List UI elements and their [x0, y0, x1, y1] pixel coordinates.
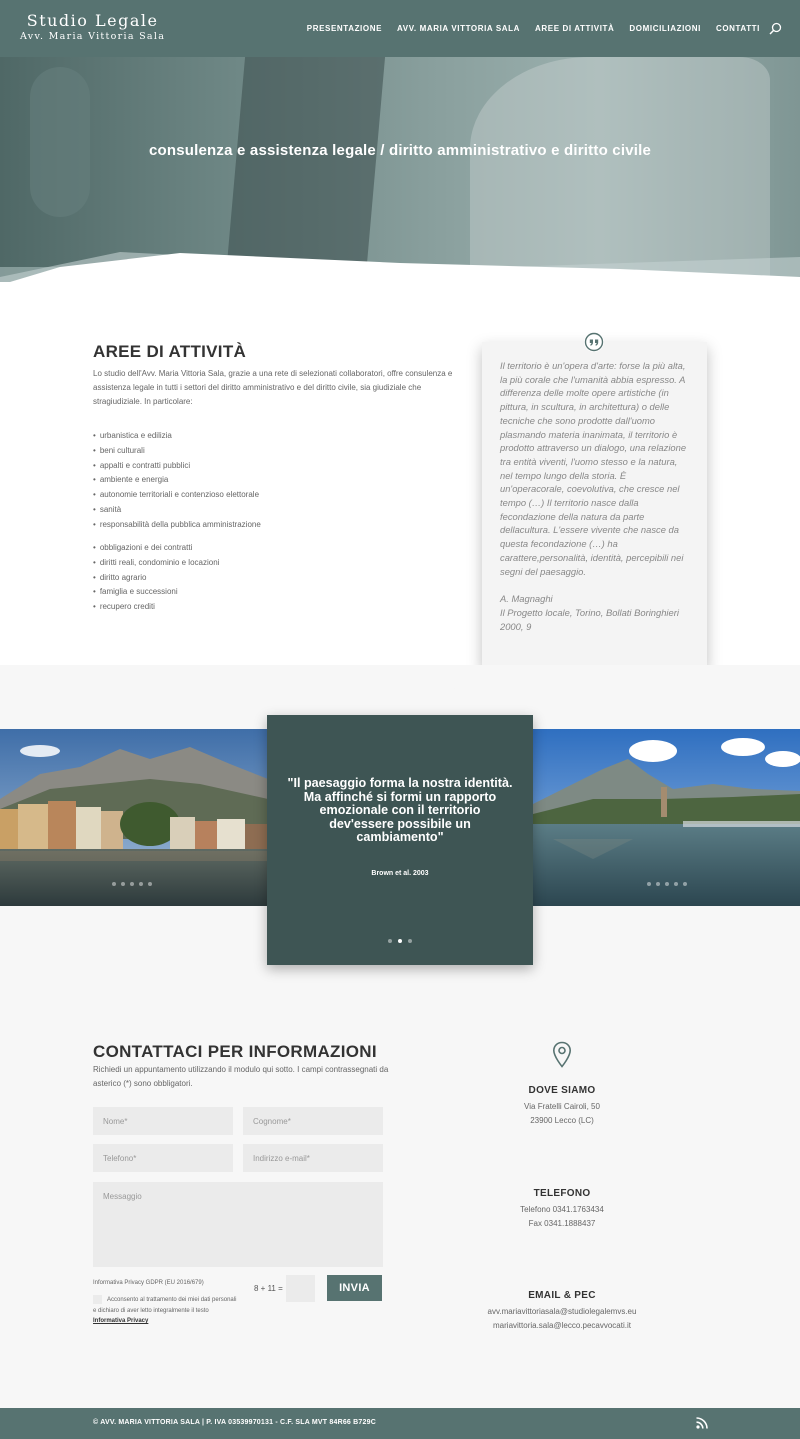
site-logo[interactable]: [20, 12, 165, 43]
pec-address[interactable]: mariavittoria.sala@lecco.pecavvocati.it: [493, 1321, 631, 1330]
email-address[interactable]: avv.mariavittoriasala@studiolegalemvs.eu: [487, 1307, 637, 1316]
nav-presentazione[interactable]: PRESENTAZIONE: [306, 24, 383, 33]
list-item: • appalti e contratti pubblici: [93, 459, 261, 474]
slider-dot-3[interactable]: [408, 939, 412, 943]
nav-contatti[interactable]: CONTATTI: [715, 24, 760, 33]
list-item: • diritto agrario: [93, 571, 219, 586]
name-field[interactable]: [93, 1107, 233, 1135]
message-field[interactable]: [93, 1182, 383, 1267]
list-item: • sanità: [93, 503, 261, 518]
photo-dot[interactable]: [656, 882, 660, 886]
info-address: [462, 1085, 662, 1128]
slider-dot-2[interactable]: [398, 939, 402, 943]
privacy-consent: Acconsento al trattamento dei miei dati personali e dichiaro di aver letto integralmente il testo: [93, 1297, 237, 1314]
testimonial-text: "Il paesaggio forma la nostra identità. Ma affinché si formi un rapporto emozionale con il territorio dev'essere possibile un cambiamento": [287, 776, 513, 844]
nav-domiciliazioni[interactable]: DOMICILIAZIONI: [629, 24, 701, 33]
photo-dot[interactable]: [121, 882, 125, 886]
site-footer: [0, 1408, 800, 1439]
photo-dot[interactable]: [674, 882, 678, 886]
photo-dot[interactable]: [130, 882, 134, 886]
activity-list-civil: [93, 541, 219, 615]
send-button[interactable]: INVIA: [327, 1275, 382, 1301]
surname-field[interactable]: [243, 1107, 383, 1135]
quote-author-name: A. Magnaghi: [500, 593, 553, 605]
list-item: • famiglia e successioni: [93, 585, 219, 600]
contact-intro: Richiedi un appuntamento utilizzando il modulo qui sotto. I campi contrassegnati da asterico (*) sono obbligatori.: [93, 1065, 389, 1088]
list-item: • beni culturali: [93, 444, 261, 459]
address-city: 23900 Lecco (LC): [530, 1116, 594, 1125]
hero-wave-divider: [0, 247, 800, 282]
photo-dot[interactable]: [665, 882, 669, 886]
privacy-label: Informativa Privacy GDPR (EU 2016/679): [93, 1280, 204, 1286]
photo-dots: [112, 882, 152, 886]
activity-list-admin: [93, 429, 261, 533]
address-street: Via Fratelli Cairoli, 50: [524, 1102, 600, 1111]
aree-title: AREE DI ATTIVITÀ: [93, 342, 247, 361]
captcha-input[interactable]: [286, 1275, 315, 1302]
phone-field[interactable]: [93, 1144, 233, 1172]
list-item: • urbanistica e edilizia: [93, 429, 261, 444]
photo-dot[interactable]: [647, 882, 651, 886]
list-item: • responsabilità della pubblica amministrazione: [93, 518, 261, 533]
slider-dot-1[interactable]: [388, 939, 392, 943]
photo-dot[interactable]: [139, 882, 143, 886]
list-item: • recupero crediti: [93, 600, 219, 615]
photo-dot[interactable]: [683, 882, 687, 886]
info-email: [462, 1290, 662, 1333]
logo-subtitle: Avv. Maria Vittoria Sala: [20, 31, 166, 42]
email-title: EMAIL & PEC: [528, 1290, 596, 1301]
logo-title: Studio Legale: [26, 11, 159, 30]
slider-dots: [267, 939, 533, 943]
quote-source: Il Progetto locale, Torino, Bollati Boringhieri 2000, 9: [500, 606, 679, 632]
photo-dots: [647, 882, 687, 886]
nav-avvocato[interactable]: AVV. MARIA VITTORIA SALA: [397, 24, 521, 33]
lake-image: [533, 729, 800, 906]
hero-title: consulenza e assistenza legale / diritto amministrativo e diritto civile: [148, 142, 652, 159]
privacy-consent-text: [93, 1295, 238, 1327]
list-item: • diritti reali, condominio e locazioni: [93, 556, 219, 571]
testimonial-slider: [267, 715, 533, 965]
phone-number: Telefono 0341.1763434: [520, 1205, 604, 1214]
info-phone: [462, 1188, 662, 1231]
hero-banner: [0, 57, 800, 282]
photo-dot[interactable]: [112, 882, 116, 886]
rss-icon[interactable]: [696, 1417, 708, 1429]
privacy-link[interactable]: Informativa Privacy: [93, 1318, 149, 1324]
footer-copyright: © AVV. MARIA VITTORIA SALA | P. IVA 03539970131 - C.F. SLA MVT 84R66 B729C: [93, 1419, 376, 1426]
contact-title: CONTATTACI PER INFORMAZIONI: [93, 1042, 377, 1061]
site-header: [0, 0, 800, 57]
search-icon[interactable]: [768, 22, 782, 36]
quote-text: Il territorio è un'opera d'arte: forse la più alta, la più corale che l'umanità abbia espresso. A differenza delle molte opere artistiche (in pittura, in scultura, in architettura) o delle tecniche che sono prodotte dall'uomo plasmando materia inanimata, il territorio è prodotto attraverso un dialogo, una relazione tra entità viventi, l'uomo stesso e la natura, nel tempo lungo della storia. È un'operacorale, coevolutiva, che cresce nel tempo (…) Il territorio nasce dalla fecondazione della natura da parte dellacultura. L'essere vivente che nasce da questa fecondazione (…) ha carattere,personalità, identità, percepibili nei segni del paesaggio.: [500, 360, 687, 577]
fax-number: Fax 0341.1888437: [528, 1219, 596, 1228]
captcha-question: 8 + 11 =: [254, 1284, 283, 1293]
lake-image: [0, 729, 268, 906]
list-item: • autonomie territoriali e contenzioso elettorale: [93, 488, 261, 503]
testimonial-author: Brown et al. 2003: [371, 870, 429, 877]
list-item: • obbligazioni e dei contratti: [93, 541, 219, 556]
band-wave-divider: [0, 660, 800, 710]
list-item: • ambiente e energia: [93, 473, 261, 488]
phone-title: TELEFONO: [533, 1188, 591, 1199]
main-nav: [307, 24, 760, 33]
location-pin-icon: [552, 1041, 572, 1069]
aree-intro: Lo studio dell'Avv. Maria Vittoria Sala, grazie a una rete di selezionati collaboratori, offre consulenza e assistenza legale in tutti i settori del diritto amministrativo e del diritto civile, sia giudiziale che stragiudiziale. In particolare:: [93, 369, 453, 406]
lake-photo-left: [0, 729, 268, 906]
quote-card: [482, 342, 707, 667]
photo-dot[interactable]: [148, 882, 152, 886]
quote-icon: [584, 332, 604, 352]
quote-author: [500, 592, 689, 633]
nav-aree-attivita[interactable]: AREE DI ATTIVITÀ: [535, 24, 615, 33]
address-title: DOVE SIAMO: [528, 1085, 596, 1096]
email-field[interactable]: [243, 1144, 383, 1172]
lake-photo-right: [533, 729, 800, 906]
